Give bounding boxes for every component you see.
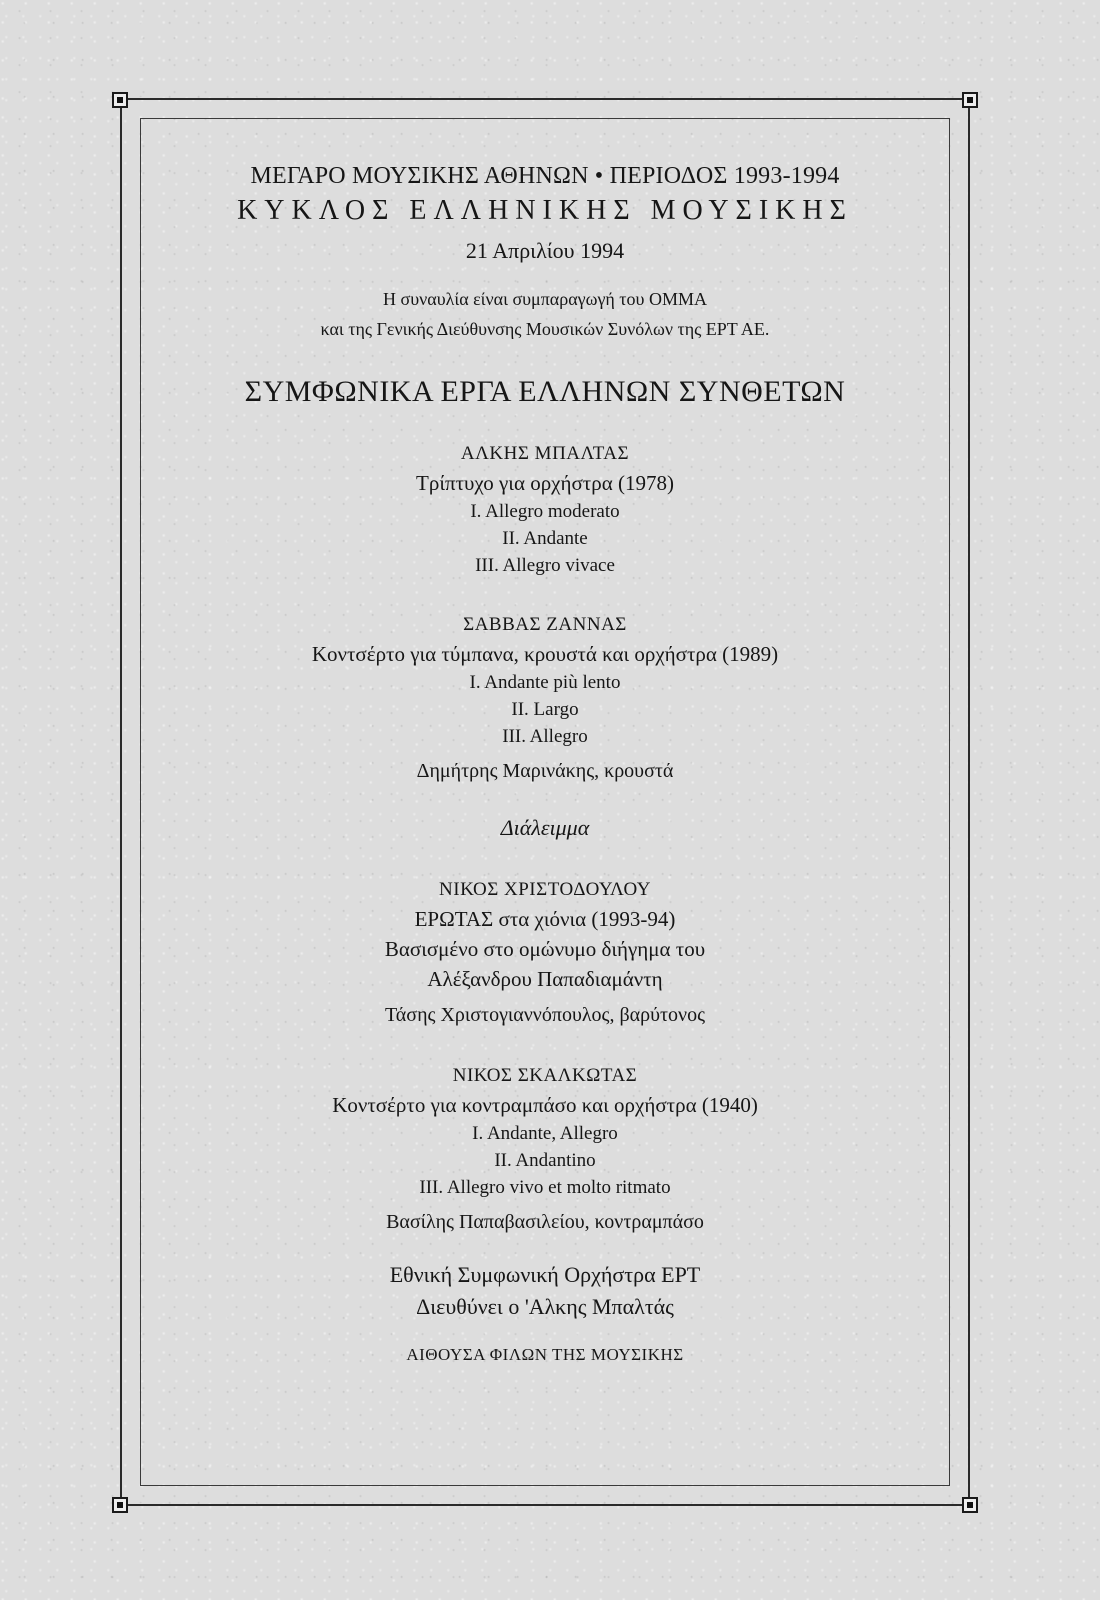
movement: III. Allegro (502, 726, 588, 747)
coproduction-note-line-1: Η συναυλία είναι συμπαραγωγή του ΟΜΜΑ (383, 289, 707, 309)
hall-name: ΑΙΘΟΥΣΑ ΦΙΛΩΝ ΤΗΣ ΜΟΥΣΙΚΗΣ (406, 1345, 684, 1364)
program-item-baltas (150, 440, 940, 579)
conductor-line: Διευθύνει ο 'Αλκης Μπαλτάς (416, 1294, 674, 1319)
program-title: ΣΥΜΦΩΝΙΚΑ ΕΡΓΑ ΕΛΛΗΝΩΝ ΣΥΝΘΕΤΩΝ (244, 375, 846, 408)
work-title: ΕΡΩΤΑΣ στα χιόνια (1993-94) (414, 907, 676, 931)
soloist: Δημήτρης Μαρινάκης, κρουστά (416, 760, 674, 782)
corner-ornament-bottom-right (962, 1497, 978, 1513)
composer-name: ΝΙΚΟΣ ΣΚΑΛΚΩΤΑΣ (452, 1065, 638, 1086)
composer-name: ΣΑΒΒΑΣ ΖΑΝΝΑΣ (463, 614, 627, 635)
composer-name: ΝΙΚΟΣ ΧΡΙΣΤΟΔΟΥΛΟΥ (439, 879, 651, 900)
program-content (150, 160, 940, 1369)
program-item-christodoulou (150, 876, 940, 1030)
work-description: Βασισμένο στο ομώνυμο διήγημα του (384, 937, 706, 961)
corner-ornament-top-right (962, 92, 978, 108)
movement: I. Andante più lento (469, 672, 621, 693)
movement: III. Allegro vivace (475, 555, 615, 576)
movement: II. Andante (502, 528, 588, 549)
movement: I. Andante, Allegro (472, 1123, 618, 1144)
program-item-zannas (150, 611, 940, 786)
concert-cycle-heading: ΚΥΚΛΟΣ ΕΛΛΗΝΙΚΗΣ ΜΟΥΣΙΚΗΣ (237, 195, 853, 226)
coproduction-note-line-2: και της Γενικής Διεύθυνσης Μουσικών Συνόλων της ΕΡΤ ΑΕ. (320, 319, 770, 339)
work-title: Κοντσέρτο για τύμπανα, κρουστά και ορχήστρα (1989) (311, 642, 779, 666)
composer-name: ΑΛΚΗΣ ΜΠΑΛΤΑΣ (460, 443, 630, 464)
movement: III. Allegro vivo et molto ritmato (419, 1177, 671, 1198)
movement: II. Andantino (494, 1150, 596, 1171)
work-title: Τρίπτυχο για ορχήστρα (1978) (416, 471, 674, 495)
orchestra-name: Εθνική Συμφωνική Ορχήστρα ΕΡΤ (389, 1262, 701, 1287)
concert-date: 21 Απριλίου 1994 (465, 238, 625, 263)
corner-ornament-bottom-left (112, 1497, 128, 1513)
soloist: Τάσης Χριστογιαννόπουλος, βαρύτονος (384, 1004, 706, 1026)
corner-ornament-top-left (112, 92, 128, 108)
intermission: Διάλειμμα (500, 815, 590, 840)
movement: II. Largo (511, 699, 579, 720)
soloist: Βασίλης Παπαβασιλείου, κοντραμπάσο (386, 1211, 704, 1233)
venue-season-heading: ΜΕΓΑΡΟ ΜΟΥΣΙΚΗΣ ΑΘΗΝΩΝ • ΠΕΡΙΟΔΟΣ 1993-1994 (250, 163, 840, 189)
movement: I. Allegro moderato (470, 501, 620, 522)
program-item-skalkottas (150, 1062, 940, 1237)
work-description: Αλέξανδρου Παπαδιαμάντη (427, 967, 663, 991)
work-title: Κοντσέρτο για κοντραμπάσο και ορχήστρα (1940) (332, 1093, 758, 1117)
